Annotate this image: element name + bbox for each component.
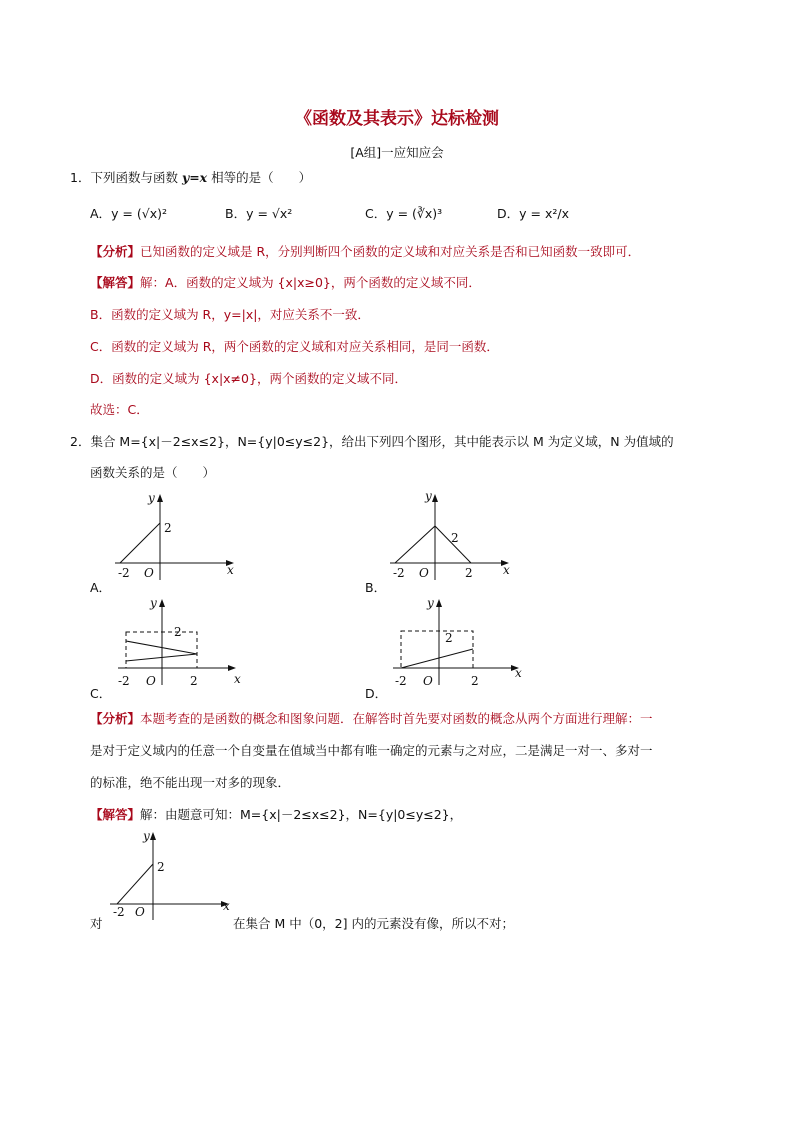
graph-a-x-label: x [227, 563, 234, 577]
graph-c [110, 593, 250, 688]
q1-stem: 1．下列函数与函数 y=x 相等的是（ ） [70, 170, 312, 185]
graph-a-label: A． [90, 580, 112, 595]
graph-b-two-y: 2 [451, 531, 459, 545]
graph-b-two-x: 2 [465, 566, 473, 580]
q2-stem-line-1: 2．集合 M={x|－2≤x≤2}，N={y|0≤y≤2}，给出下列四个图形，其中能表示以 M 为定义域，N 为值域的 [70, 434, 674, 449]
graph-b-label: B． [365, 580, 387, 595]
answer-graph-y-label: y [143, 829, 150, 843]
answer-graph-origin: O [135, 905, 145, 919]
q2-analysis-line-2: 是对于定义域内的任意一个自变量在值域当中都有唯一确定的元素与之对应，二是满足一对一、多对一 [90, 743, 653, 758]
answer-graph [105, 826, 235, 921]
q2-answer-line: 【解答】解：由题意可知：M={x|－2≤x≤2}，N={y|0≤y≤2}， [90, 807, 463, 822]
answer-graph-two: 2 [157, 860, 165, 874]
q1-option-d: D．y = x²/x [497, 206, 569, 221]
graph-b-neg2: -2 [393, 566, 405, 580]
q2-stem-line-2: 函数关系的是（ ） [90, 465, 216, 480]
graph-d-two-y: 2 [445, 631, 453, 645]
graph-d-origin: O [423, 674, 433, 688]
graph-c-neg2: -2 [118, 674, 130, 688]
q1-answer-line-4: D．函数的定义域为 {x|x≠0}，两个函数的定义域不同． [90, 371, 407, 386]
graph-a [110, 488, 250, 583]
graph-d-neg2: -2 [395, 674, 407, 688]
graph-b [385, 488, 525, 583]
q1-answer-line-5: 故选：C． [90, 402, 149, 417]
graph-b-origin: O [419, 566, 429, 580]
q1-answer-line-2: B．函数的定义域为 R，y=|x|，对应关系不一致． [90, 307, 370, 322]
graph-d-label: D． [365, 686, 388, 701]
answer-graph-x-label: x [223, 899, 230, 913]
q2-analysis-line-1: 【分析】本题考查的是函数的概念和图象问题．在解答时首先要对函数的概念从两个方面进行理解：一 [90, 711, 653, 726]
graph-d-y-label: y [427, 596, 434, 610]
q1-option-a: A．y = (√x)² [90, 206, 168, 221]
graph-d-two-x: 2 [471, 674, 479, 688]
q1-option-b: B．y = √x² [225, 206, 293, 221]
graph-c-origin: O [146, 674, 156, 688]
graph-c-y-label: y [150, 596, 157, 610]
graph-b-y-label: y [425, 489, 432, 503]
q1-answer-line-3: C．函数的定义域为 R，两个函数的定义域和对应关系相同，是同一函数． [90, 339, 499, 354]
q2-analysis-line-3: 的标准，绝不能出现一对多的现象． [90, 775, 291, 790]
q1-analysis: 【分析】已知函数的定义域是 R，分别判断四个函数的定义域和对应关系是否和已知函数一致即可． [90, 244, 641, 259]
graph-c-two-y: 2 [174, 625, 182, 639]
q1-answer-line-1: 【解答】解：A．函数的定义域为 {x|x≥0}，两个函数的定义域不同． [90, 275, 481, 290]
graph-a-neg2: -2 [118, 566, 130, 580]
graph-d [385, 593, 525, 688]
graph-c-two-x: 2 [190, 674, 198, 688]
graph-a-y-label: y [148, 491, 155, 505]
page-title: 《函数及其表示》达标检测 [295, 109, 499, 129]
graph-b-x-label: x [503, 563, 510, 577]
answer-graph-neg2: -2 [113, 905, 125, 919]
answer-dui: 对 [90, 916, 103, 931]
graph-c-x-label: x [234, 672, 241, 686]
q1-option-c: C．y = (∛x)³ [365, 206, 443, 221]
graph-a-origin: O [144, 566, 154, 580]
answer-tail: 在集合 M 中（0，2] 内的元素没有像，所以不对； [233, 916, 514, 931]
graph-a-two: 2 [164, 521, 172, 535]
graph-c-label: C． [90, 686, 112, 701]
graph-d-x-label: x [515, 666, 522, 680]
section-subtitle: [A组]一应知应会 [350, 145, 444, 160]
